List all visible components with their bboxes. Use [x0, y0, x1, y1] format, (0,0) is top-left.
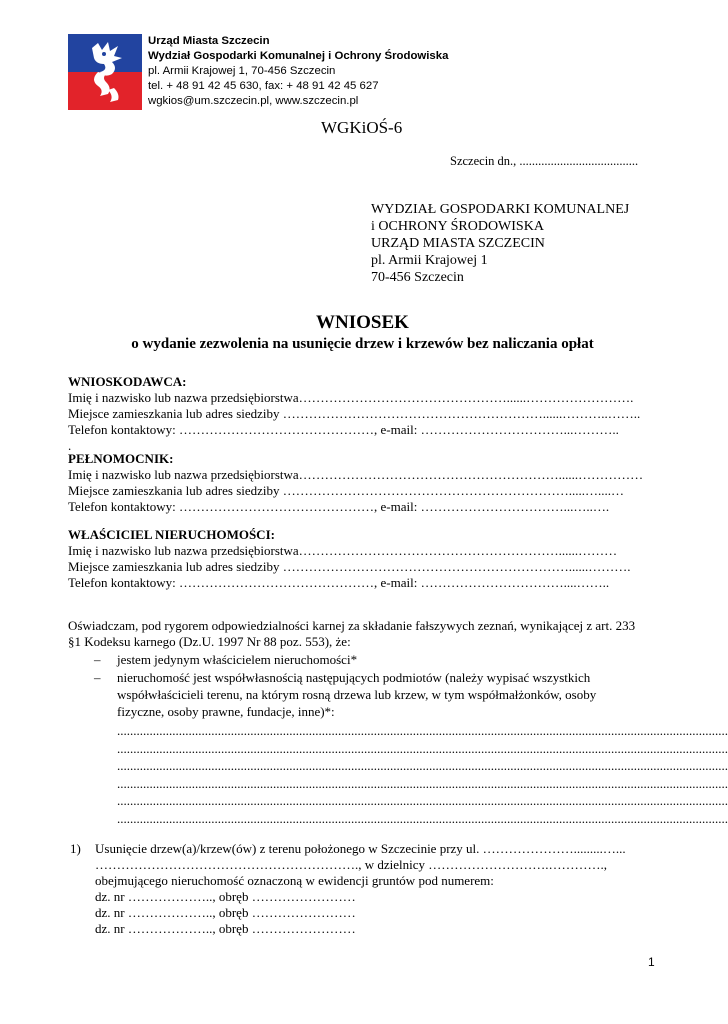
recipient-line: URZĄD MIASTA SZCZECIN — [371, 236, 545, 251]
recipient-line: WYDZIAŁ GOSPODARKI KOMUNALNEJ — [371, 202, 630, 217]
griffin-logo-icon — [68, 34, 142, 110]
document-title: WNIOSEK — [316, 312, 409, 333]
form-code: WGKiOŚ-6 — [321, 118, 403, 137]
document-subtitle: o wydanie zezwolenia na usunięcie drzew i krzewów bez naliczania opłat — [131, 336, 594, 352]
item-number: 1) — [70, 841, 81, 856]
letterhead — [148, 34, 448, 109]
owner-heading: WŁAŚCICIEL NIERUCHOMOŚCI: — [68, 527, 275, 542]
co-owner-entry-line[interactable]: ............................................................................................................................................................................................ — [117, 723, 728, 738]
applicant-section — [68, 374, 640, 454]
proxy-heading: PEŁNOMOCNIK: — [68, 451, 174, 466]
parcel-field[interactable]: dz. nr ……………….., obręb …………………… — [95, 905, 356, 920]
owner-name-field[interactable]: Imię i nazwisko lub nazwa przedsiębiorstwa……………………………………………………......……… — [68, 543, 618, 558]
owner-section — [68, 527, 631, 591]
proxy-name-field[interactable]: Imię i nazwisko lub nazwa przedsiębiorstwa……………………………………………………......…………… — [68, 467, 644, 482]
parcel-field[interactable]: dz. nr ……………….., obręb …………………… — [95, 889, 356, 904]
org-address: pl. Armii Krajowej 1, 70-456 Szczecin — [148, 65, 336, 77]
department-name: Wydział Gospodarki Komunalnej i Ochrony Środowiska — [148, 50, 449, 62]
co-owner-entry-line[interactable]: ............................................................................................................................................................................................ — [117, 758, 728, 773]
applicant-heading: WNIOSKODAWCA: — [68, 374, 187, 389]
cadastral-intro: obejmującego nieruchomość oznaczoną w ewidencji gruntów pod numerem: — [95, 873, 494, 888]
recipient-address — [371, 201, 629, 286]
sole-owner-option[interactable]: jestem jedynym właścicielem nieruchomości* — [117, 652, 358, 667]
date-line: Szczecin dn., ...................................... — [450, 154, 639, 168]
proxy-phone-email-field[interactable]: Telefon kontaktowy: ………………………………………, e-mail: ……………………………...…..…. — [68, 499, 610, 514]
owner-phone-email-field[interactable]: Telefon kontaktowy: ………………………………………, e-mail: ……………………………....…….. — [68, 575, 610, 590]
applicant-address-field[interactable]: Miejsce zamieszkania lub adres siedziby ……………………………………………………......………..…….. — [68, 406, 641, 421]
stray-dot: . — [68, 438, 72, 453]
co-ownership-option-text: fizyczne, osoby prawne, fundacje, inne)*: — [117, 704, 335, 719]
declaration-line: §1 Kodeksu karnego (Dz.U. 1997 Nr 88 poz. 553), że: — [68, 634, 351, 649]
proxy-address-field[interactable]: Miejsce zamieszkania lub adres siedziby ………………………………………………………….....…....… — [68, 483, 625, 498]
parcel-field[interactable]: dz. nr ……………….., obręb …………………… — [95, 921, 356, 936]
proxy-section — [68, 451, 643, 515]
org-phone-fax: tel. + 48 91 42 45 630, fax: + 48 91 42 45 627 — [148, 80, 379, 92]
street-field[interactable]: Usunięcie drzew(a)/krzew(ów) z terenu położonego w Szczecinie przy ul. ………………….........…... — [95, 841, 626, 856]
declaration-line: Oświadczam, pod rygorem odpowiedzialności karnej za składanie fałszywych zeznań, wynikającej z art. 233 — [68, 618, 636, 633]
owner-address-field[interactable]: Miejsce zamieszkania lub adres siedziby …………………………………………………………......………. — [68, 559, 631, 574]
org-email-www: wgkios@um.szczecin.pl, www.szczecin.pl — [148, 95, 359, 107]
district-field[interactable]: ……………………………………………………., w dzielnicy ……………………….…………., — [95, 857, 608, 872]
option-dash: – — [94, 670, 101, 685]
co-owner-entry-line[interactable]: ............................................................................................................................................................................................ — [117, 776, 728, 791]
org-name: Urząd Miasta Szczecin — [148, 35, 270, 47]
co-owner-entry-line[interactable]: ............................................................................................................................................................................................ — [117, 793, 728, 808]
option-dash: – — [94, 652, 101, 667]
recipient-line: i OCHRONY ŚRODOWISKA — [371, 219, 544, 234]
co-owner-entry-line[interactable]: ............................................................................................................................................................................................ — [117, 811, 728, 826]
page-number: 1 — [648, 955, 655, 969]
co-ownership-option[interactable]: nieruchomość jest współwłasnością następujących podmiotów (należy wypisać wszystkich — [117, 670, 591, 685]
applicant-name-field[interactable]: Imię i nazwisko lub nazwa przedsiębiorstwa…………………………………………......……………………. — [68, 390, 634, 405]
city-logo — [68, 34, 142, 110]
co-ownership-option-text: współwłaścicieli terenu, na którym rosną drzewa lub krzew, w tym współmałżonków, osoby — [117, 687, 597, 702]
recipient-line: 70-456 Szczecin — [371, 270, 464, 285]
recipient-line: pl. Armii Krajowej 1 — [371, 253, 488, 268]
co-owner-entry-line[interactable]: ............................................................................................................................................................................................ — [117, 741, 728, 756]
applicant-phone-email-field[interactable]: Telefon kontaktowy: ………………………………………, e-mail: ……………………………...……….. — [68, 422, 619, 437]
